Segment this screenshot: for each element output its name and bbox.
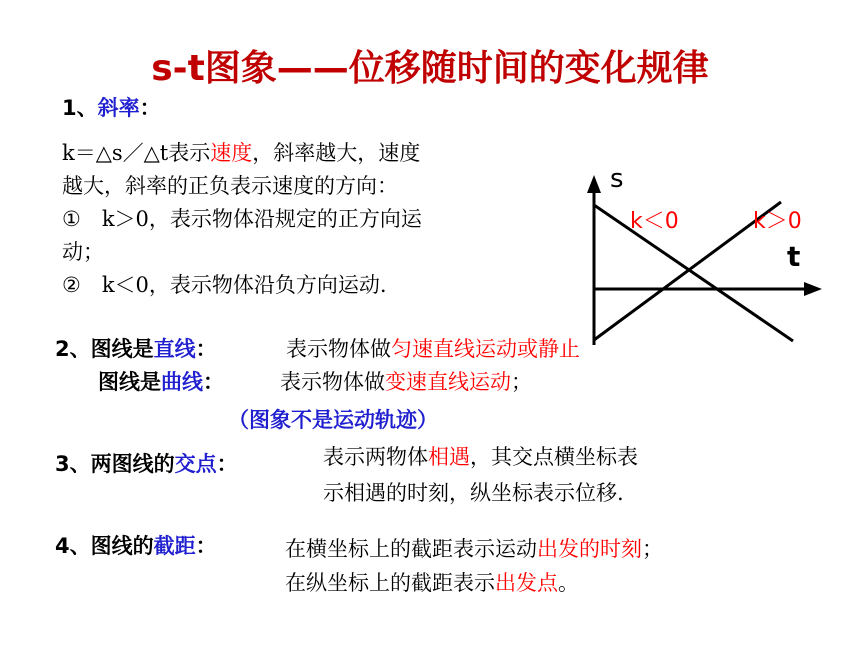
k-negative-label: k＜0 bbox=[630, 209, 679, 234]
start-time-highlight: 出发的时刻 bbox=[537, 537, 642, 561]
section-2-curve: 曲线 bbox=[161, 370, 203, 394]
section-1-colon: ： bbox=[139, 96, 161, 120]
section-2-straight-line: 直线 bbox=[153, 337, 196, 361]
t-axis-arrow bbox=[804, 282, 822, 296]
section-3-line-2: 示相遇的时刻，纵坐标表示位移. bbox=[323, 481, 624, 505]
s-axis-label: s bbox=[610, 164, 624, 194]
section-4-line-1-text: 在横坐标上的截距表示运动 bbox=[285, 537, 537, 561]
section-4-line-2 bbox=[285, 567, 579, 597]
section-4-line-2-text: 在纵坐标上的截距表示 bbox=[285, 571, 495, 595]
section-2-prefix: 图线是 bbox=[90, 337, 154, 361]
s-axis-arrow bbox=[587, 175, 601, 193]
section-2-prefix-2: 图线是 bbox=[98, 370, 161, 394]
slope-line-3: ① k＞0，表示物体沿规定的正方向运 bbox=[62, 207, 422, 231]
k-positive-label: k＞0 bbox=[753, 209, 802, 234]
meeting-highlight: 相遇 bbox=[428, 445, 470, 469]
section-4-line-2-end: 。 bbox=[558, 571, 579, 595]
section-4-intercept: 截距 bbox=[153, 534, 196, 558]
slope-line-5: ② k＜0，表示物体沿负方向运动. bbox=[62, 273, 387, 297]
section-3-heading bbox=[55, 448, 238, 478]
section-2-colon-2: ： bbox=[203, 370, 224, 394]
page-title: s-t图象——位移随时间的变化规律 bbox=[151, 48, 709, 89]
slope-velocity-highlight: 速度 bbox=[210, 141, 253, 165]
section-3-intersection: 交点 bbox=[174, 452, 217, 476]
section-2-heading bbox=[55, 333, 217, 363]
section-4-prefix: 图线的 bbox=[90, 534, 154, 558]
section-2-line-2-end: ； bbox=[511, 370, 532, 394]
trajectory-note: （图象不是运动轨迹） bbox=[228, 408, 438, 432]
section-3-line-1-tail: ，其交点横坐标表 bbox=[470, 445, 638, 469]
t-axis-label: t bbox=[787, 240, 801, 273]
section-3-line-1 bbox=[323, 441, 638, 471]
slope-line-1-text: k＝△s／△t表示 bbox=[62, 141, 211, 165]
section-2-colon: ： bbox=[195, 337, 217, 361]
slope-line-4: 动； bbox=[62, 240, 104, 264]
section-1-number: 1、 bbox=[62, 96, 98, 120]
section-2-line-2-text: 表示物体做 bbox=[280, 370, 385, 394]
section-2-line-1-text: 表示物体做 bbox=[286, 337, 391, 361]
section-4-line-1-end: ； bbox=[642, 537, 663, 561]
section-2-line-1 bbox=[286, 333, 580, 363]
uniform-motion-highlight: 匀速直线运动或静止 bbox=[391, 337, 580, 361]
section-3-colon: ： bbox=[216, 452, 238, 476]
section-4-heading bbox=[55, 530, 217, 560]
section-4-number: 4、 bbox=[55, 534, 91, 558]
slope-line-1-tail: ，斜率越大，速度 bbox=[252, 141, 421, 165]
section-3-number: 3、 bbox=[55, 452, 91, 476]
slope-line-2: 越大，斜率的正负表示速度的方向： bbox=[62, 174, 398, 198]
section-4-colon: ： bbox=[195, 534, 217, 558]
section-3-prefix: 两图线的 bbox=[90, 452, 175, 476]
section-4-line-1 bbox=[285, 533, 663, 563]
section-2-line-2 bbox=[280, 366, 532, 396]
section-3-line-1-text: 表示两物体 bbox=[323, 445, 428, 469]
section-2-number: 2、 bbox=[55, 337, 91, 361]
variable-motion-highlight: 变速直线运动 bbox=[385, 370, 511, 394]
section-2-heading-2 bbox=[98, 366, 224, 396]
start-point-highlight: 出发点 bbox=[495, 571, 558, 595]
section-1-label: 斜率 bbox=[97, 96, 140, 120]
